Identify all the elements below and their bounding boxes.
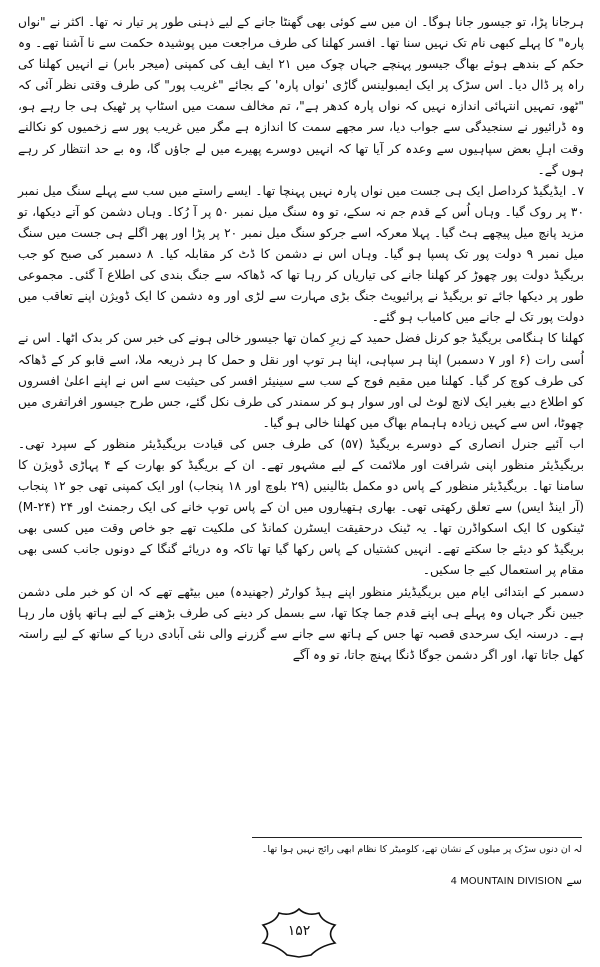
page-number: ۱۵۲: [287, 923, 311, 939]
paragraph: کھلنا کا ہنگامی بریگیڈ جو کرنل فضل حمید کے زیرِ کمان تھا جیسور خالی ہونے کی خبر سن کر بدک اٹھا۔ اس نے اُسی رات (۶ اور ۷ دسمبر) اپنا ہر سپاہی، اپنا ہر توپ اور نقل و حمل کا ہر ذریعہ ملا، اسے قابو کر کے ڈھاکہ کی طرف کوچ کر گیا۔ کھلنا میں مقیم فوج کے سب سے سینیئر افسر کی حیثیت سے اس نے اپنے اعلیٰ افسروں کو اطلاع دیے بغیر ایک لانچ لوٹ لی اور سوار ہو کر سمندر کی طرف نکل گئے، جس طرح جیسور افراتفری میں چھوٹا، اس سے کہیں زیادہ ہاہمام بھاگ میں کھلنا خالی ہو گیا۔: [18, 331, 584, 430]
paragraph: دسمبر کے ابتدائی ایام میں بریگیڈیئر منظور اپنے ہیڈ کوارٹر (جھنیدہ) میں بیٹھے تھے کہ ان کو خبر ملی دشمن جیبن نگر جہاں وہ پہلے ہی اپنے قدم جما چکا تھا، سے بسمل کر دینے کی طرف بڑھنے کے لیے ہاتھ پاؤں مار رہا ہے۔ درسنہ ایک سرحدی قصبہ تھا جس کے ہاتھ سے جانے سے گزرنے والی نئی آبادی دریا کے ساتھ کے لیے راستہ کھل جاتا تھا، اور اگر دشمن جوگا ڈنگا پہنچ جاتا، تو وہ آگے: [18, 584, 584, 662]
page-number-leaf: [253, 905, 345, 961]
body-text: [18, 12, 584, 666]
footnote-two-text: 4 MOUNTAIN DIVISION: [450, 876, 563, 887]
footnote-divider: [252, 837, 582, 838]
paragraph: ہرجانا پڑا، تو جیسور جانا ہوگا۔ ان میں سے کوئی بھی گھنٹا جانے کے لیے ذہنی طور پر تیار نہ تھا۔ اکثر نے "نواں پارہ" کا پہلے کبھی نام تک نہیں سنا تھا۔ افسر کھلنا کی طرف مراجعت میں پوشیدہ حکمت سے نا آشنا تھے۔ وہ حکم کے بندھے ہوئے بھاگ جیسور پہنچے جہاں چوک میں ۲۱ ایف ایف کی کمپنی (میجر بابر) نے انہیں کھلنا کی راہ پر ڈال دیا۔ اس سڑک پر ایک ایمبولینس گاڑی 'نواں پارہ' کے بجائے "غریب پور" کی طرف وقتی نظر آئی کہ "ٹھو، تمہیں انتہائی اندازہ نہیں کہ نواں پارہ کدھر ہے"، تم مخالف سمت میں اسٹاپ پر ٹھیک ہی جا رہے ہو، وہ ڈرائیور نے سنجیدگی سے جواب دیا، سر مجھے سمت کا اندازہ ہے مگر میں غریب پور سے زخمیوں کو نکالنے وقت اہلِ بعض سپاہیوں سے وعدہ کر آیا تھا کہ انہیں دوسرے پھیرے میں لے جاؤں گا، وہ بے حد انتظار کر رہے ہوں گے۔: [18, 15, 584, 177]
footnote-one: لہ ان دنوں سڑک پر میلوں کے نشان تھے، کلومیٹر کا نظام ابھی رائج نہیں ہوا تھا۔: [261, 844, 582, 855]
paragraph: ۷۔ ایڈیگیڈ کرداصل ایک ہی جست میں نواں پارہ نہیں پہنچا تھا۔ ایسے راستے میں سب سے پہلے سنگ میل نمبر ۳۰ پر روک گیا۔ وہاں اُس کے قدم جم نہ سکے، تو وہ سنگ میل نمبر ۵۰ پر آ رُکا۔ وہاں دشمن کو آتے دیکھا، تو مزید پانچ میل پیچھے ہٹ گیا۔ پہلا معرکہ اسے جرکو سنگ میل نمبر ۲۰ پر پڑا اور پھر اگلے ہی جست میں سنگ میل نمبر ۹ دولت پور تک پسپا ہو گیا۔ وہاں اس نے دشمن کا ڈٹ کر مقابلہ کیا۔ ۸ دسمبر کی صبح کو جب بریگیڈ دولت پور چھوڑ کر کھلنا جانے کی تیاریاں کر رہا تھا کہ ڈھاکہ سے جنگ بندی کی اطلاع آ گئی۔ مجموعی طور پر دیکھا جائے تو بریگیڈ نے پرائیویٹ جنگ بڑی مہارت سے لڑی اور وہ دشمن کا ایک ڈویژن اپنے تعاقب میں دولت پور تک لے جانے میں کامیاب ہو گئے۔: [18, 183, 585, 325]
paragraph: اب آئیے جنرل انصاری کے دوسرے بریگیڈ (۵۷) کی طرف جس کی قیادت بریگیڈیئر منظور کے سپرد تھی۔ بریگیڈیئر منظور اپنی شرافت اور ملائمت کے لیے مشہور تھے۔ ان کے بریگیڈ کو بھارت کے ۴ پہاڑی ڈویژن کا سامنا تھا۔ بریگیڈیئر منظور کے پاس دو مکمل بٹالینیں (۲۹ بلوچ اور ۱۸ پنجاب) اور ایک کمپنی تھی جو ۱۲ پنجاب (آر اینڈ ایس) سے تعلق رکھتی تھی۔ بھاری ہتھیاروں میں ان کے پاس توپ خانے کی ایک رجمنٹ اور ۲۴ (M-۲۴) ٹینکوں کا ایک اسکواڈرن تھا۔ یہ ٹینک درحقیقت ایسٹرن کمانڈ کی ملکیت تھے جو خاص وقت میں کسی بھی بریگیڈ کو دیئے جا سکتے تھے۔ انہیں کشتیاں کے پاس رکھا گیا تھا تاکہ وہ دریائے گنگا کے دونوں جانب کسی بھی مقام پر استعمال کیے جا سکیں۔: [18, 436, 585, 578]
footnote-two-mark: سے: [566, 874, 582, 887]
footnote-two: [440, 874, 582, 889]
